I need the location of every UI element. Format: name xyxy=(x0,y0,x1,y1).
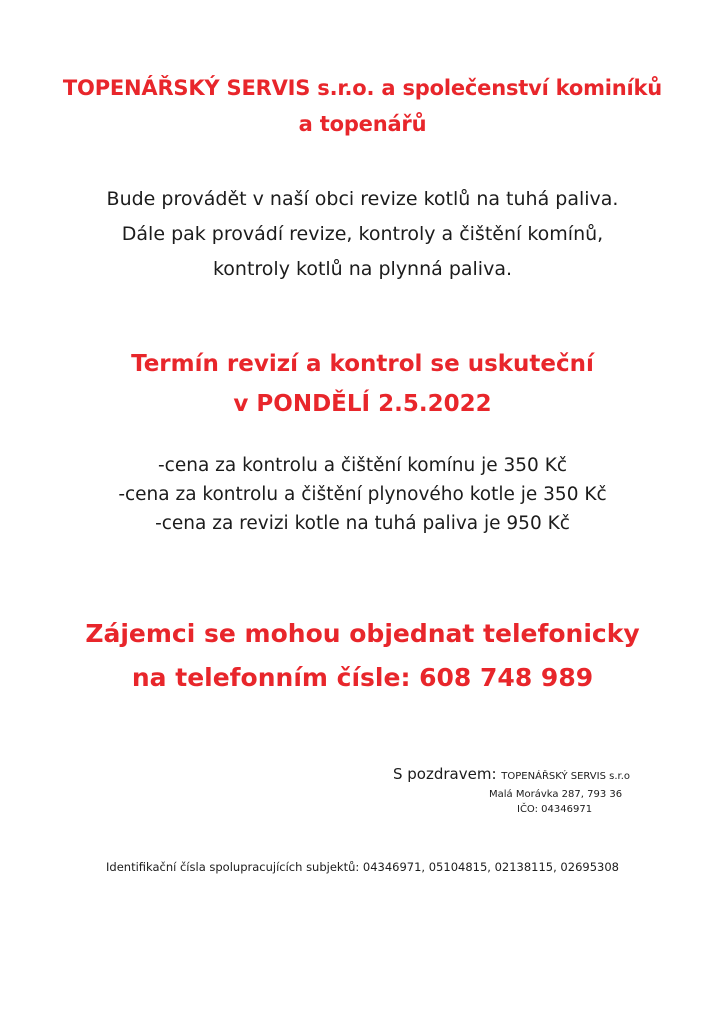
signature-main xyxy=(393,764,630,787)
price-line-gas-boiler: -cena za kontrolu a čištění plynového kotle je 350 Kč xyxy=(118,484,607,505)
signature-ico: IČO: 04346971 xyxy=(517,804,593,815)
signature-greeting: S pozdravem: xyxy=(393,765,497,783)
intro-line-3: kontroly kotlů na plynná paliva. xyxy=(212,258,513,280)
contact-line-1: Zájemci se mohou objednat telefonicky xyxy=(85,619,640,648)
footer-ids: Identifikační čísla spolupracujících subjektů: 04346971, 05104815, 02138115, 02695308 xyxy=(106,860,619,874)
signature-block xyxy=(393,764,630,817)
signature-address: Malá Morávka 287, 793 36 xyxy=(489,789,623,800)
term-line-2: v PONDĚLÍ 2.5.2022 xyxy=(233,391,492,417)
title-line-2: a topenářů xyxy=(298,112,427,136)
signature-company: TOPENÁŘSKÝ SERVIS s.r.o xyxy=(501,771,630,782)
contact-line-2: na telefonním čísle: 608 748 989 xyxy=(131,663,594,692)
term-line-1: Termín revizí a kontrol se uskuteční xyxy=(131,351,594,377)
intro-line-2: Dále pak provádí revize, kontroly a čištění komínů, xyxy=(121,223,604,245)
title-line-1: TOPENÁŘSKÝ SERVIS s.r.o. a společenství kominíků xyxy=(62,76,663,100)
price-line-solid-fuel: -cena za revizi kotle na tuhá paliva je 950 Kč xyxy=(155,513,570,534)
intro-line-1: Bude provádět v naší obci revize kotlů na tuhá paliva. xyxy=(106,188,619,210)
price-line-chimney: -cena za kontrolu a čištění komínu je 350 Kč xyxy=(157,455,568,476)
